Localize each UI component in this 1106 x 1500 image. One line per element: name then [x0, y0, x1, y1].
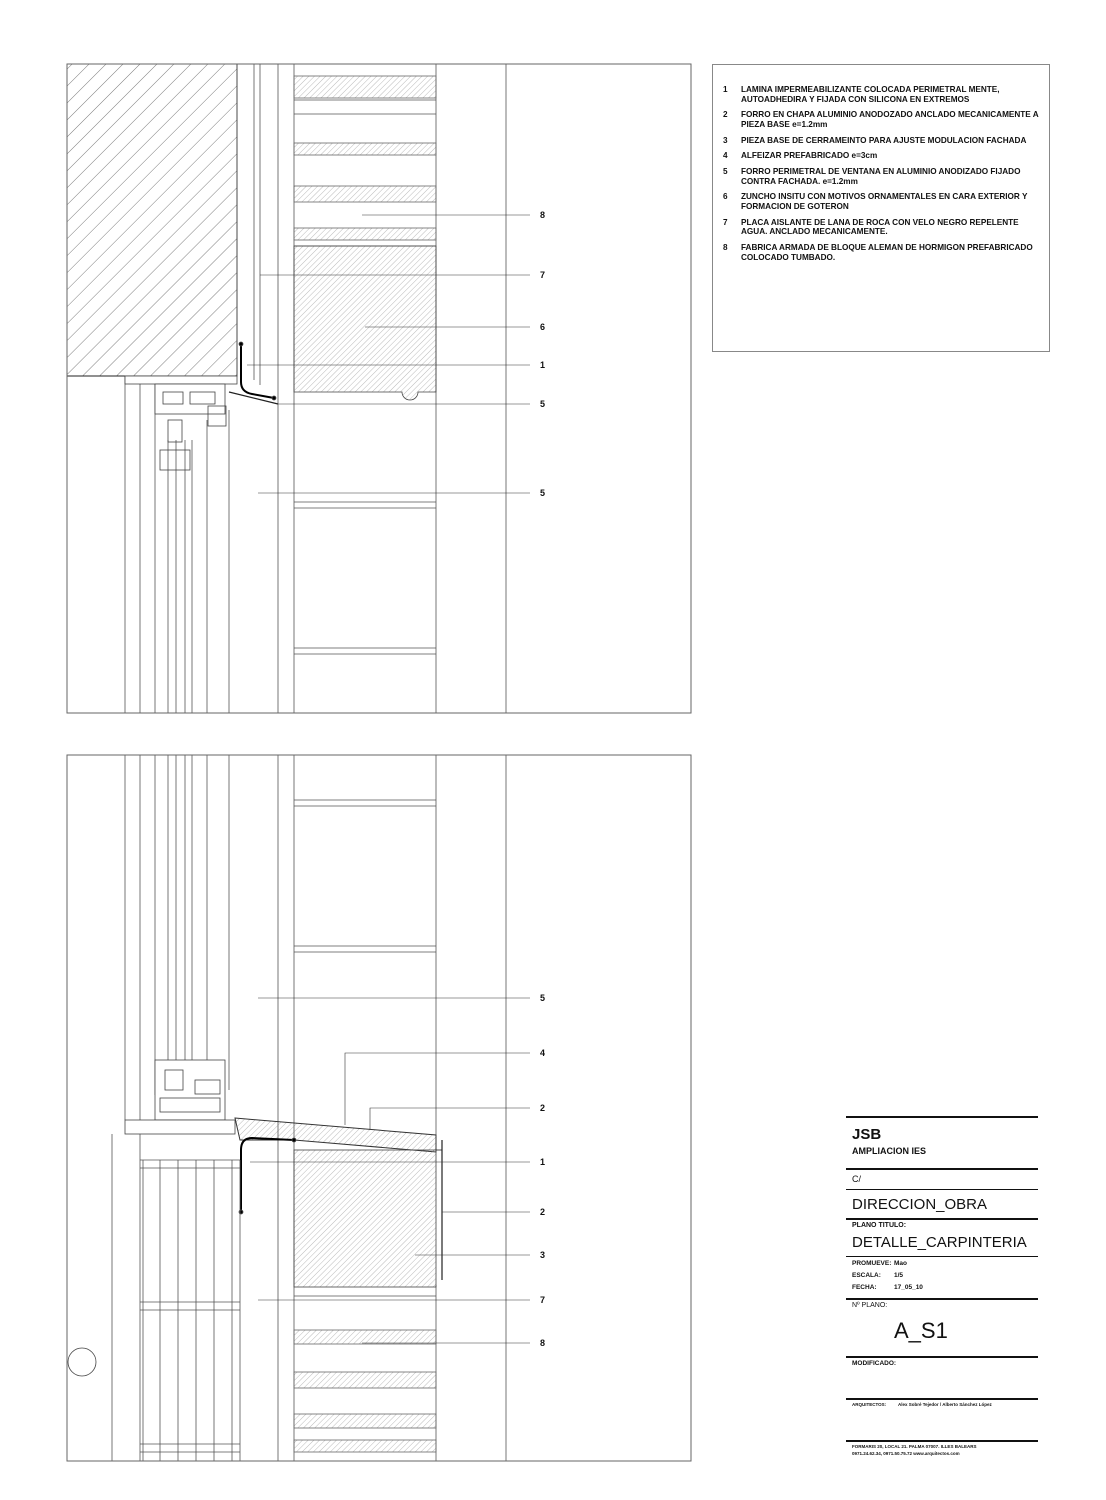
architects-names: Alex Sobré Tejedor / Alberto Sánchez López — [898, 1402, 992, 1407]
top-detail — [67, 64, 506, 713]
architects-label: ARQUITECTOS: — [852, 1402, 887, 1407]
project-address: C/ — [852, 1174, 861, 1184]
legend-number: 2 — [723, 110, 728, 120]
legend-box — [712, 64, 1050, 352]
callout-bottom-2: 4 — [540, 1048, 546, 1058]
promoter-value: Mao — [894, 1260, 907, 1267]
legend-text: LAMINA IMPERMEABILIZANTE COLOCADA PERIMETRAL MENTE, AUTOADHEDIRA Y FIJADA CON SILICONA EN EXTREMOS — [741, 85, 1000, 104]
date-value: 17_05_10 — [894, 1284, 923, 1291]
callout-bottom-8: 8 — [540, 1338, 546, 1348]
legend-number: 6 — [723, 192, 728, 202]
title-block — [846, 1116, 1038, 1462]
callout-bottom-1: 5 — [540, 993, 546, 1003]
legend-item — [723, 167, 1045, 186]
legend-number: 8 — [723, 243, 728, 253]
legend-number: 4 — [723, 151, 728, 161]
plan-number-label: Nº PLANO: — [852, 1302, 888, 1309]
legend-item — [723, 136, 1045, 146]
callout-bottom-3: 2 — [540, 1103, 546, 1113]
divider — [846, 1189, 1038, 1190]
modified-label: MODIFICADO: — [852, 1360, 897, 1367]
callout-bottom-4: 1 — [540, 1157, 546, 1167]
plan-title: DETALLE_CARPINTERIA — [852, 1234, 1027, 1251]
legend-number: 1 — [723, 85, 728, 94]
legend-text: FABRICA ARMADA DE BLOQUE ALEMAN DE HORMIGON PREFABRICADO COLOCADO TUMBADO. — [741, 243, 1033, 262]
office-address: FORMARIS 20, LOCAL 21. PALMA 07007. ILLES BALEARS — [852, 1444, 977, 1449]
callout-top-5: 5 — [540, 399, 546, 409]
legend-number: 5 — [723, 167, 728, 177]
legend-text: PLACA AISLANTE DE LANA DE ROCA CON VELO NEGRO REPELENTE AGUA. ANCLADO MECANICAMENTE. — [741, 217, 1019, 237]
divider — [846, 1356, 1038, 1358]
divider — [846, 1440, 1038, 1442]
legend-item — [723, 243, 1045, 262]
legend-item — [723, 85, 1045, 104]
callout-top-4: 1 — [540, 360, 546, 370]
scale-label: ESCALA: — [852, 1272, 881, 1279]
callout-bottom-6: 3 — [540, 1250, 546, 1260]
legend-item — [723, 110, 1045, 129]
callout-top-6: 5 — [540, 488, 546, 498]
legend-text: ALFEIZAR PREFABRICADO e=3cm — [741, 151, 878, 161]
legend-text: FORRO PERIMETRAL DE VENTANA EN ALUMINIO ANODIZADO FIJADO CONTRA FACHADA. e=1.2mm — [741, 167, 1021, 186]
legend-number: 7 — [723, 217, 728, 227]
legend-number: 3 — [723, 135, 728, 145]
legend-item — [723, 218, 1045, 237]
divider — [846, 1398, 1038, 1400]
legend-text: FORRO EN CHAPA ALUMINIO ANODOZADO ANCLADO MECANICAMENTE A PIEZA BASE e=1.2mm — [741, 110, 1039, 129]
callout-top-1: 8 — [540, 210, 546, 220]
divider — [846, 1116, 1038, 1118]
promoter-label: PROMUEVE: — [852, 1260, 892, 1267]
scale-value: 1/5 — [894, 1272, 904, 1279]
divider — [846, 1256, 1038, 1257]
date-label: FECHA: — [852, 1284, 877, 1291]
legend-text: PIEZA BASE DE CERRAMEINTO PARA AJUSTE MODULACION FACHADA — [741, 135, 1027, 145]
office-contact: 0971.24.62.34, 0971.50.75.72 www.arquitectos.com — [852, 1451, 960, 1456]
project-name: AMPLIACION IES — [852, 1146, 927, 1156]
callout-bottom-7: 7 — [540, 1295, 546, 1305]
callout-bottom-5: 2 — [540, 1207, 546, 1217]
callout-top-3: 6 — [540, 322, 546, 332]
plan-title-label: PLANO TITULO: — [852, 1222, 907, 1229]
lintel-hatch — [67, 64, 237, 376]
divider — [846, 1168, 1038, 1170]
callout-top-2: 7 — [540, 270, 546, 280]
legend-item — [723, 192, 1045, 211]
project-phase: DIRECCION_OBRA — [852, 1196, 988, 1213]
legend-item — [723, 151, 1045, 161]
legend-text: ZUNCHO INSITU CON MOTIVOS ORNAMENTALES EN CARA EXTERIOR Y FORMACION DE GOTERON — [741, 192, 1028, 211]
plan-number: A_S1 — [894, 1318, 948, 1343]
divider — [846, 1218, 1038, 1220]
divider — [846, 1298, 1038, 1300]
company-name: JSB — [852, 1126, 882, 1143]
